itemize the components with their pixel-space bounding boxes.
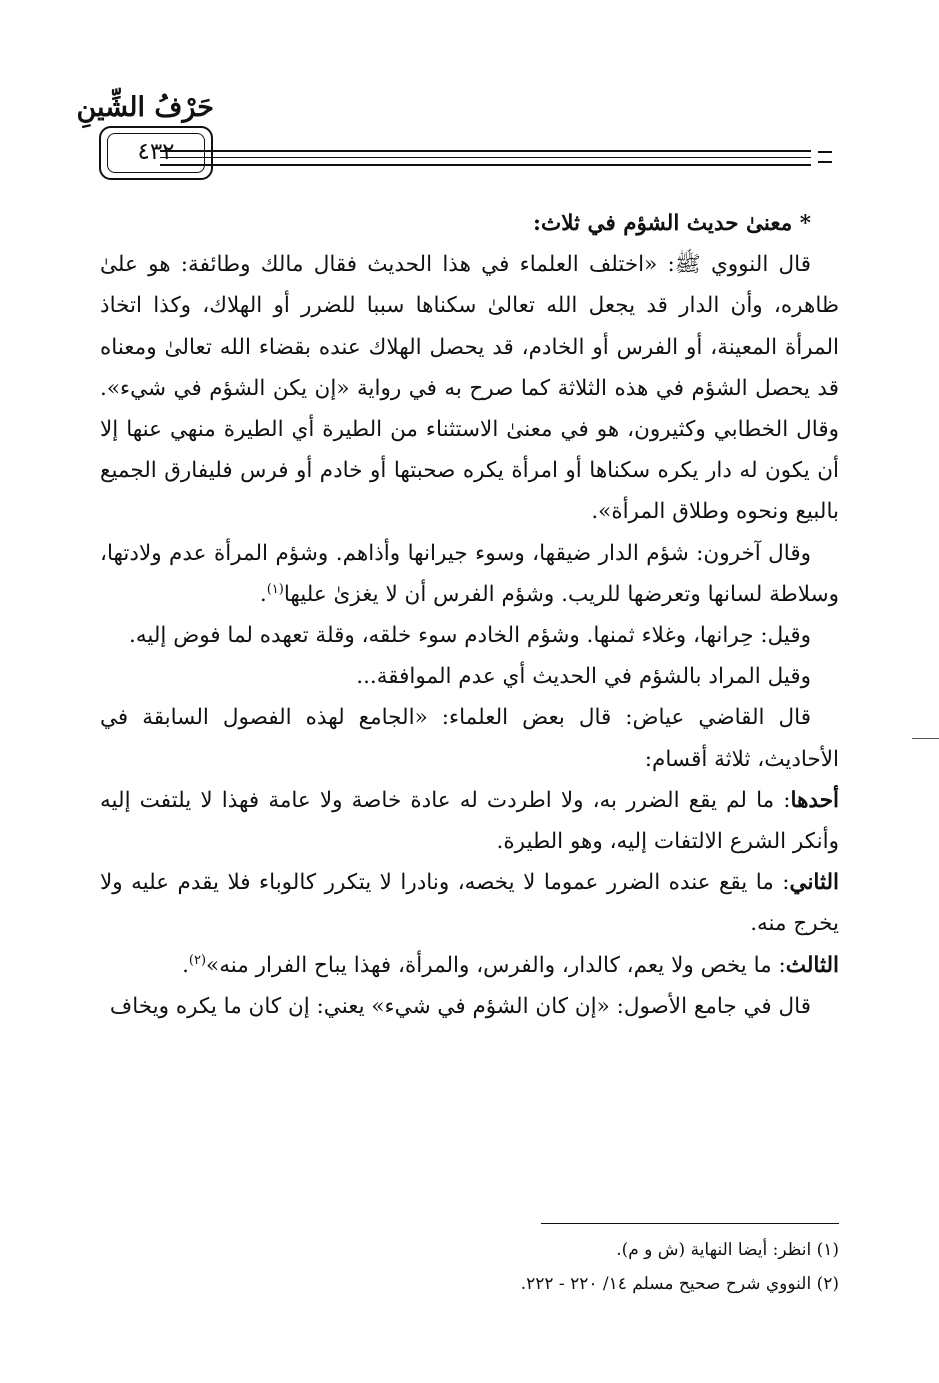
footnote-2: (٢) النووي شرح صحيح مسلم ١٤/ ٢٢٠ - ٢٢٢. xyxy=(520,1274,839,1294)
page-number-frame xyxy=(99,126,213,180)
margin-mark xyxy=(912,738,939,739)
paragraph-nawawi: قال النووي ﷺ: «اختلف العلماء في هذا الحديث فقال مالك وطائفة: هو علىٰ ظاهره، وأن الدار قد يجعل الله تعالىٰ سكناها سببا للضرر أو الهلاك، وكذا اتخاذ المرأة المعينة، أو الفرس أو الخادم، قد يحصل الهلاك عنده بقضاء الله تعالىٰ ومعناه قد يحصل الشؤم في هذه الثلاثة كما صرح به في رواية «إن يكن الشؤم في شيء». وقال الخطابي وكثيرون، هو في معنىٰ الاستثناء من الطيرة أي الطيرة منهي عنها إلا أن يكون له دار يكره سكناها أو امرأة يكره صحبتها أو خادم أو فرس فليفارق الجميع بالبيع ونحوه وطلاق المرأة». xyxy=(100,252,839,525)
paragraph-jami: قال في جامع الأصول: «إن كان الشؤم في شيء» يعني: إن كان ما يكره ويخاف xyxy=(109,993,811,1019)
paragraph-others xyxy=(100,533,839,615)
label-first: أحدها xyxy=(790,787,839,813)
section-heading: * معنىٰ حديث الشؤم في ثلاث: xyxy=(533,211,811,236)
paragraph-second-text: : ما يقع عنده الضرر عموما لا يخصه، ونادرا لا يتكرر كالوباء فلا يقدم عليه ولا يخرج منه. xyxy=(100,870,839,937)
chapter-title: حَرْفُ الشِّينِ xyxy=(76,92,214,123)
paragraph-others-text: وقال آخرون: شؤم الدار ضيقها، وسوء جيرانها وأذاهم. وشؤم المرأة عدم ولادتها، وسلاطة لسانها وتعرضها للريب. وشؤم الفرس أن لا يغزىٰ عليها xyxy=(100,540,839,607)
header-rule-end xyxy=(818,151,832,163)
paragraph-first-text: : ما لم يقع الضرر به، ولا اطردت له عادة خاصة ولا عامة فهذا لا يلتفت إليه وأنكر الشرع الالتفات إليه، وهو الطيرة. xyxy=(100,787,839,855)
paragraph-third-text: : ما يخص ولا يعم، كالدار، والفرس، والمرأة، فهذا يباح الفرار منه» xyxy=(206,952,786,978)
paragraph-others-end: . xyxy=(259,581,267,607)
header-rule xyxy=(160,150,811,166)
paragraph-third-end: . xyxy=(182,952,189,978)
footnote-rule xyxy=(541,1223,839,1224)
footnote-ref-2[interactable]: (٢) xyxy=(188,952,207,968)
paragraph-qil-1: وقيل: حِرانها، وغلاء ثمنها. وشؤم الخادم سوء خلقه، وقلة تعهده لما فوض إليه. xyxy=(129,623,811,649)
paragraph-second xyxy=(100,862,839,944)
page-number: ٤٣٢ xyxy=(137,139,175,165)
footnote-1: (١) انظر: أيضا النهاية (ش و م). xyxy=(616,1240,839,1260)
label-second: الثاني xyxy=(789,870,839,896)
main-text xyxy=(100,203,839,1027)
paragraph-qil-2: وقيل المراد بالشؤم في الحديث أي عدم الموافقة... xyxy=(356,664,811,690)
label-third: الثالث xyxy=(785,952,839,978)
footnote-ref-1[interactable]: (١) xyxy=(266,581,284,597)
footnotes xyxy=(100,1233,839,1301)
paragraph-first xyxy=(100,780,839,862)
paragraph-iyad: قال القاضي عياض: قال بعض العلماء: «الجامع لهذه الفصول السابقة في الأحاديث، ثلاثة أقسام: xyxy=(100,705,839,772)
paragraph-third xyxy=(100,945,839,986)
